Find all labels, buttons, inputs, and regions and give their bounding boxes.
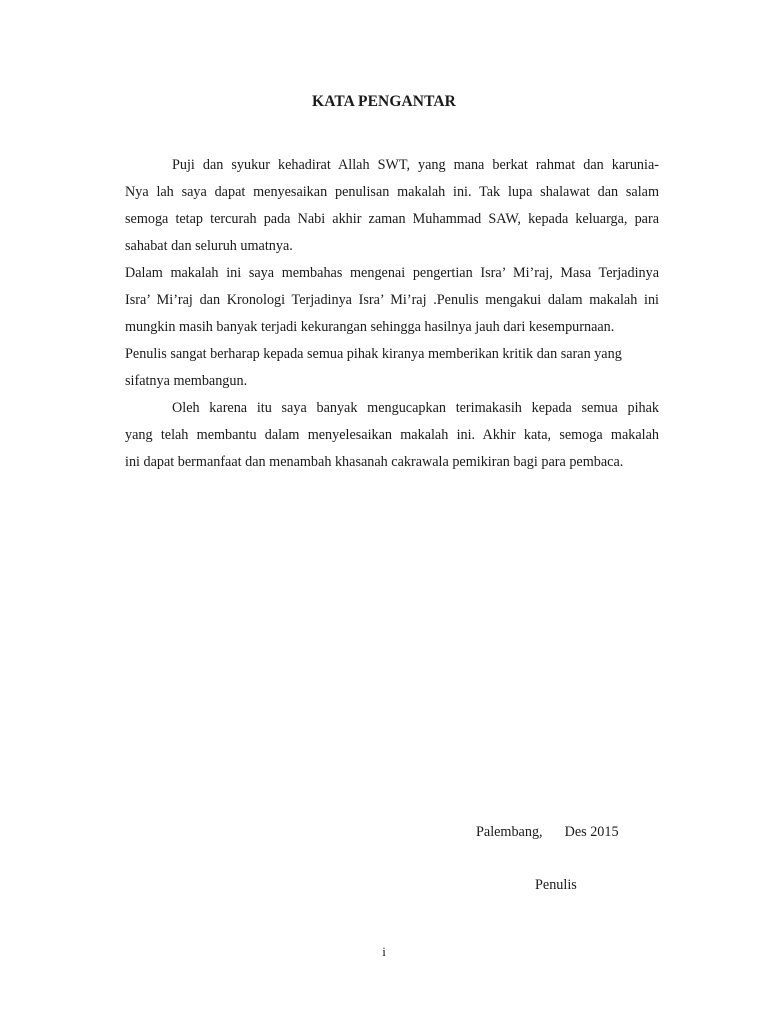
paragraph-3-line-1: Oleh karena itu saya banyak mengucapkan terimakasih kepada semua pihak xyxy=(172,400,659,416)
paragraph-1-line-2: Nya lah saya dapat menyesaikan penulisan makalah ini. Tak lupa shalawat dan salam xyxy=(125,184,659,200)
paragraph-1-line-3: semoga tetap tercurah pada Nabi akhir zaman Muhammad SAW, kepada keluarga, para xyxy=(125,211,659,227)
paragraph-2-line-2: Isra’ Mi’raj dan Kronologi Terjadinya Isra’ Mi’raj .Penulis mengakui dalam makalah ini xyxy=(125,292,659,308)
paragraph-2-line-3: mungkin masih banyak terjadi kekurangan sehingga hasilnya jauh dari kesempurnaan. xyxy=(125,319,615,335)
paragraph-2-line-1: Dalam makalah ini saya membahas mengenai pengertian Isra’ Mi’raj, Masa Terjadinya xyxy=(125,265,659,281)
paragraph-1-line-4: sahabat dan seluruh umatnya. xyxy=(125,238,293,254)
paragraph-1-line-1: Puji dan syukur kehadirat Allah SWT, yang mana berkat rahmat dan karunia- xyxy=(172,157,659,173)
signoff-place: Palembang, xyxy=(476,824,543,840)
page-title: KATA PENGANTAR xyxy=(312,93,456,110)
signoff-date: Des 2015 xyxy=(564,824,619,840)
body-text xyxy=(125,152,659,476)
paragraph-3-line-2: yang telah membantu dalam menyelesaikan makalah ini. Akhir kata, semoga makalah xyxy=(125,427,659,443)
signoff-author: Penulis xyxy=(535,877,577,893)
page-number: i xyxy=(382,944,386,959)
paragraph-3-line-3: ini dapat bermanfaat dan menambah khasanah cakrawala pemikiran bagi para pembaca. xyxy=(125,454,624,470)
signoff-place-date xyxy=(476,824,619,841)
paragraph-2-line-5: sifatnya membangun. xyxy=(125,373,248,389)
paragraph-2-line-4: Penulis sangat berharap kepada semua pihak kiranya memberikan kritik dan saran yang xyxy=(125,346,622,362)
